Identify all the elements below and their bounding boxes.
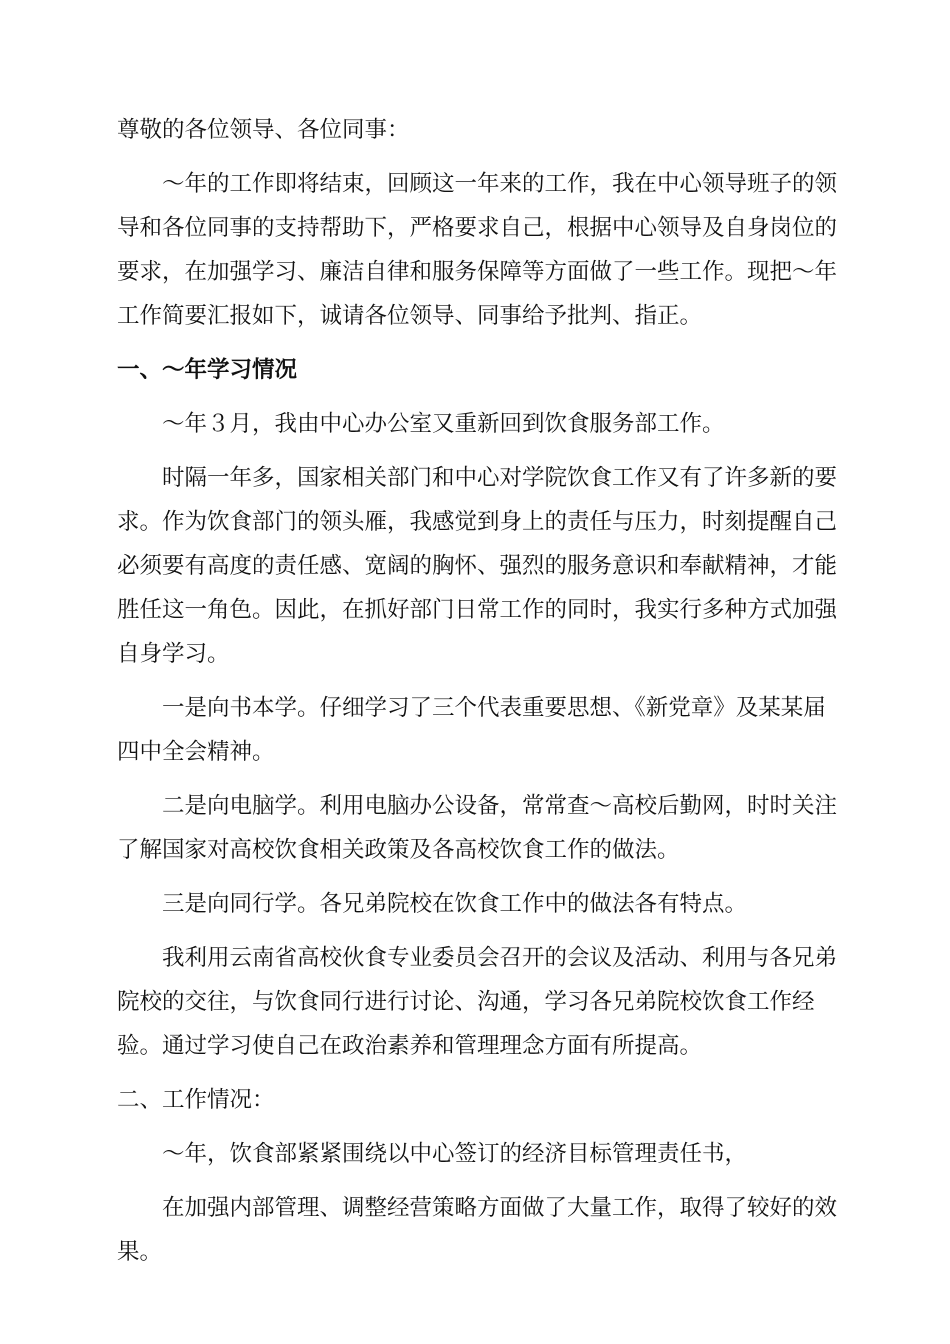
- section-2-heading: 二、工作情况：: [117, 1087, 275, 1113]
- section-1-heading: 一、～年学习情况: [117, 357, 298, 383]
- document-body: [117, 108, 837, 1274]
- section-1-paragraph-2: 时隔一年多，国家相关部门和中心对学院饮食工作又有了许多新的要求。作为饮食部门的领头雁，我感觉到身上的责任与压力，时刻提醒自己必须要有高度的责任感、宽阔的胸怀、强烈的服务意识和奉献精神，才能胜任这一角色。因此，在抓好部门日常工作的同时，我实行多种方式加强自身学习。: [117, 465, 838, 667]
- section-2-paragraph-1: ～年，饮食部紧紧围绕以中心签订的经济目标管理责任书，: [162, 1141, 748, 1167]
- section-2-paragraph-2: 在加强内部管理、调整经营策略方面做了大量工作，取得了较好的效果。: [117, 1195, 838, 1265]
- section-1-paragraph-4: 二是向电脑学。利用电脑办公设备，常常查～高校后勤网，时时关注了解国家对高校饮食相关政策及各高校饮食工作的做法。: [117, 793, 838, 863]
- section-1-paragraph-3: 一是向书本学。仔细学习了三个代表重要思想、《新党章》及某某届四中全会精神。: [117, 695, 826, 765]
- section-1-paragraph-6: 我利用云南省高校伙食专业委员会召开的会议及活动、利用与各兄弟院校的交往，与饮食同行进行讨论、沟通，学习各兄弟院校饮食工作经验。通过学习使自己在政治素养和管理理念方面有所提高。: [117, 945, 838, 1059]
- salutation: 尊敬的各位领导、各位同事：: [117, 117, 410, 143]
- section-1-paragraph-1: ～年３月，我由中心办公室又重新回到饮食服务部工作。: [162, 411, 725, 437]
- section-1-paragraph-5: 三是向同行学。各兄弟院校在饮食工作中的做法各有特点。: [162, 891, 748, 917]
- intro-paragraph: ～年的工作即将结束，回顾这一年来的工作，我在中心领导班子的领导和各位同事的支持帮助下，严格要求自己，根据中心领导及自身岗位的要求，在加强学习、廉洁自律和服务保障等方面做了一些工作。现把～年工作简要汇报如下，诚请各位领导、同事给予批判、指正。: [117, 171, 838, 329]
